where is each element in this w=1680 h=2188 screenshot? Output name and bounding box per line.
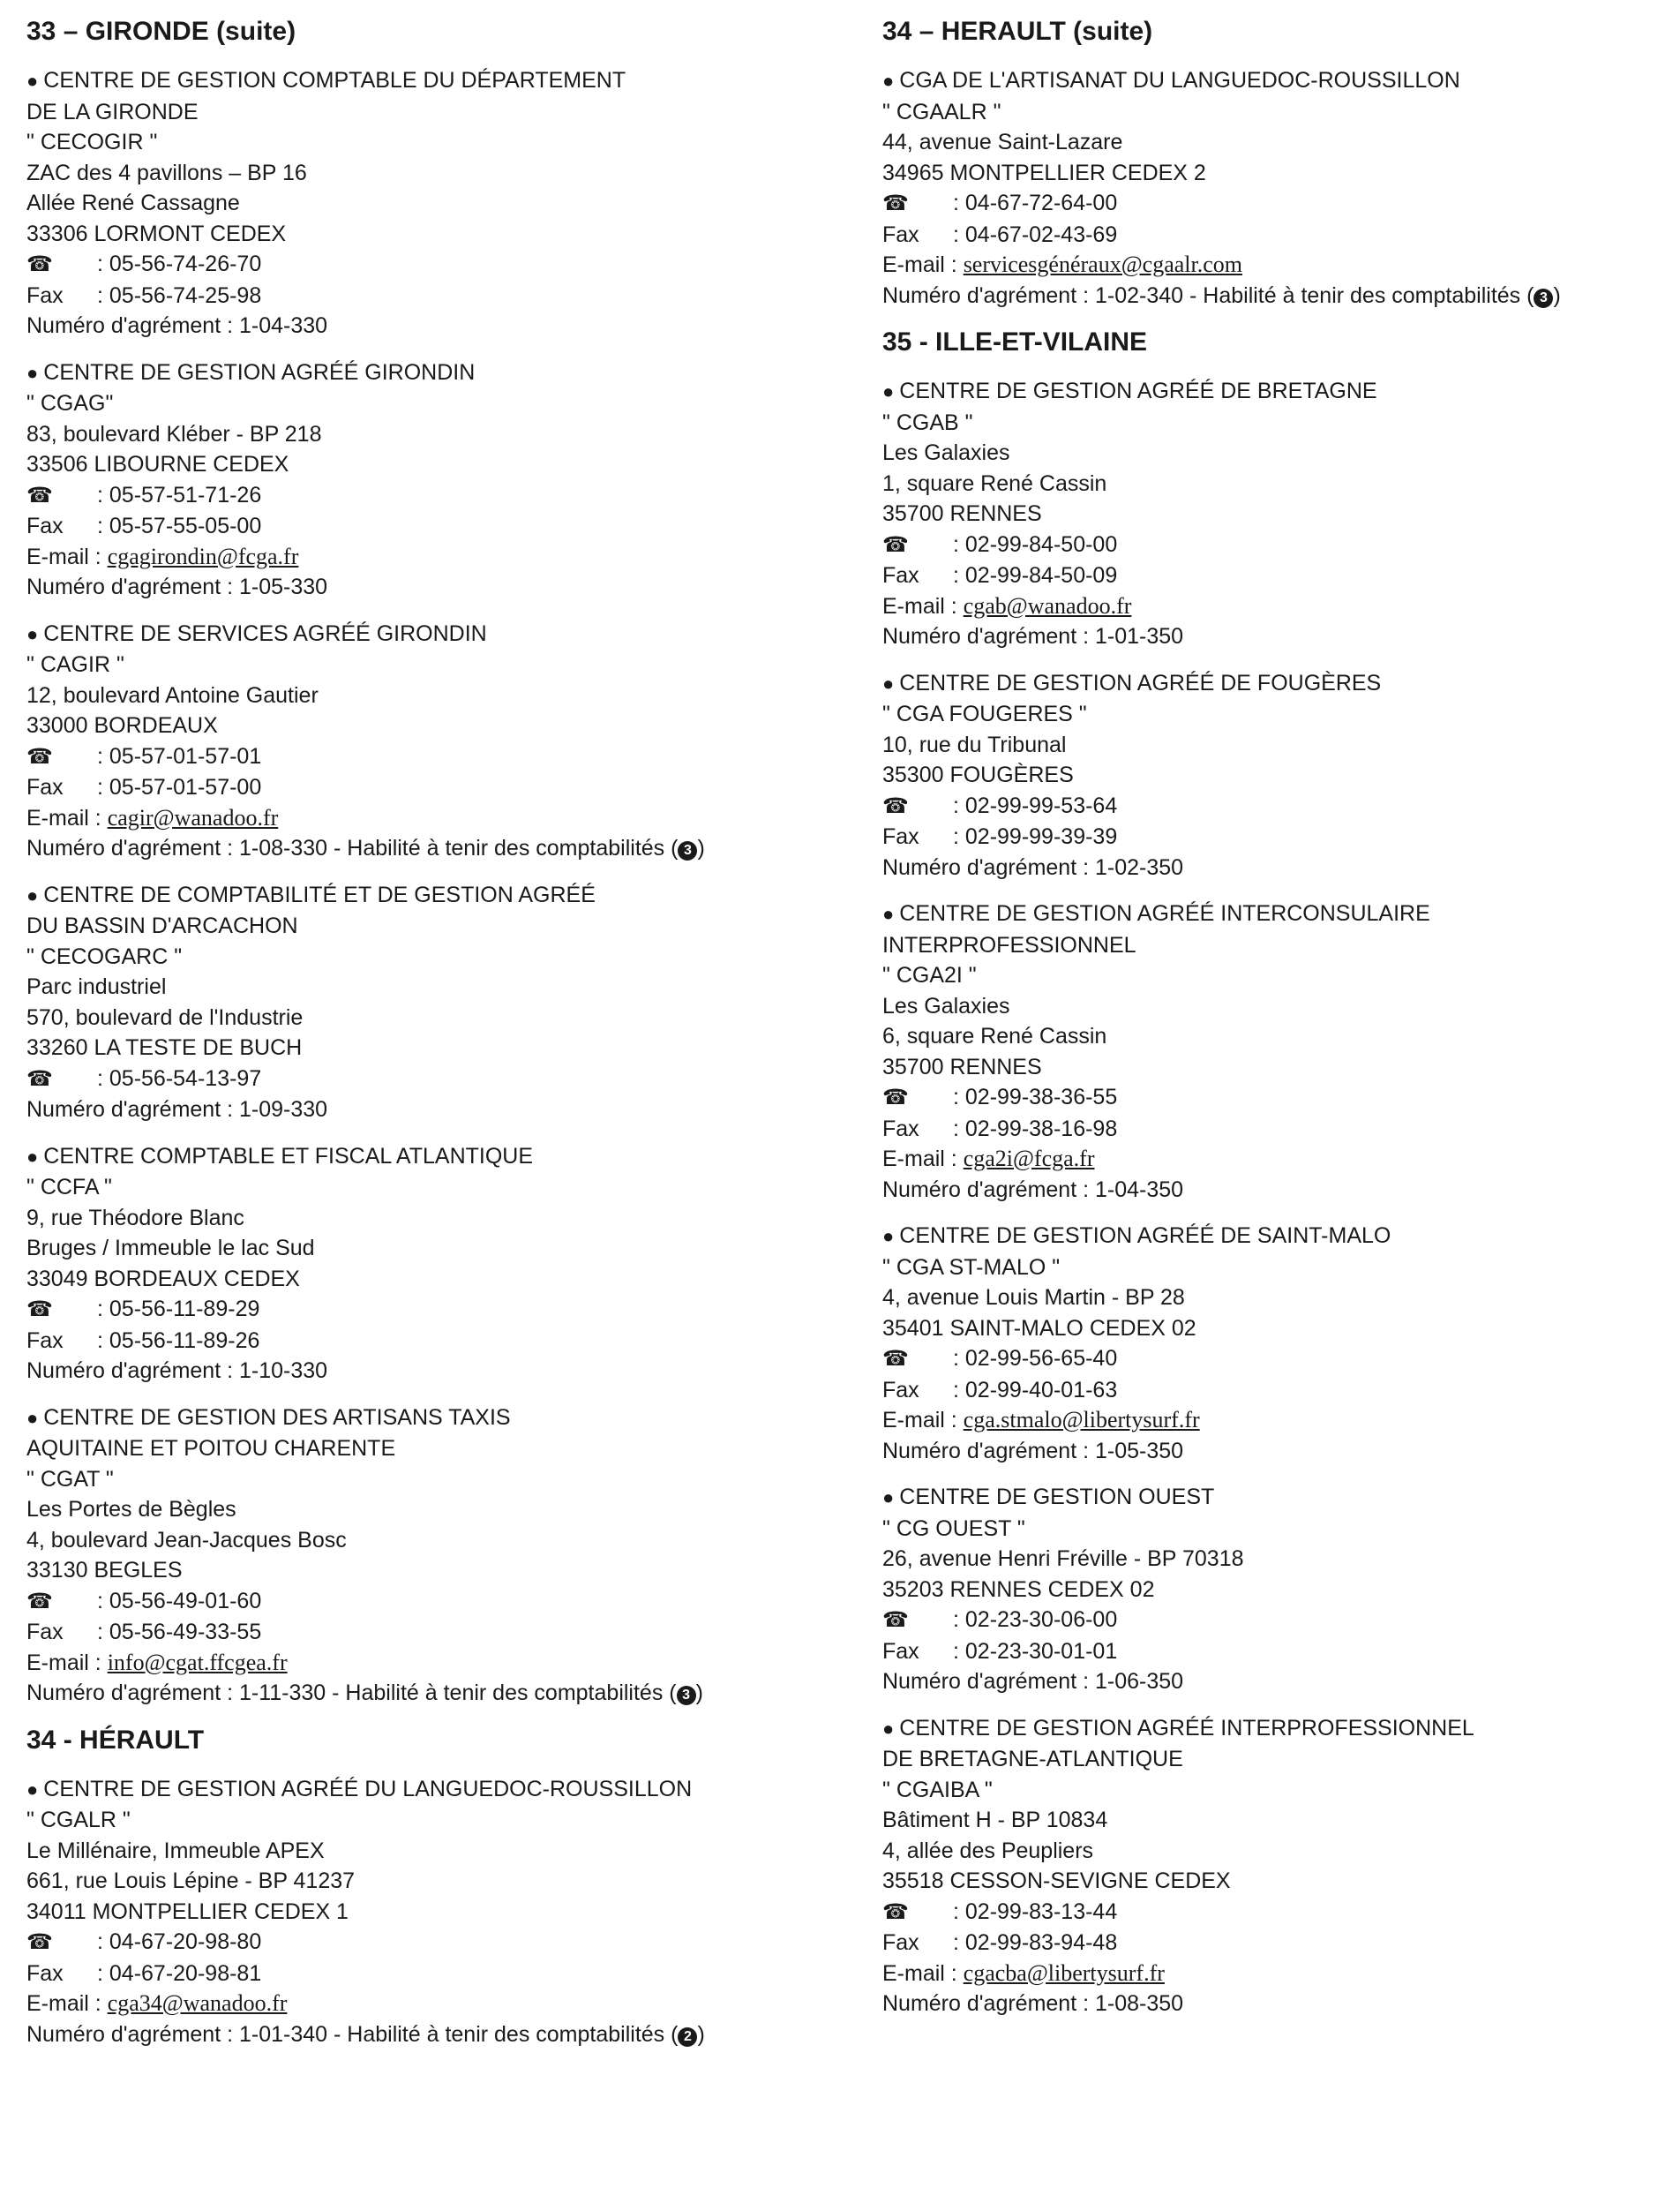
address-line: 33306 LORMONT CEDEX bbox=[26, 221, 287, 246]
email-link[interactable]: cagir@wanadoo.fr bbox=[107, 804, 279, 831]
bullet-icon: ● bbox=[882, 1717, 895, 1740]
phone-line bbox=[26, 1064, 847, 1095]
org-name bbox=[26, 357, 847, 389]
org-name bbox=[26, 97, 847, 128]
right-column bbox=[882, 0, 1676, 2035]
org-name-text: CENTRE DE GESTION DES ARTISANS TAXIS bbox=[43, 1404, 511, 1430]
agrement-text: Numéro d'agrément : 1-05-330 bbox=[26, 575, 328, 599]
org-name-text: CENTRE DE GESTION AGRÉÉ INTERCONSULAIRE bbox=[899, 901, 1430, 926]
email-label: E-mail : bbox=[882, 1147, 957, 1171]
agrement-text: Numéro d'agrément : 1-09-330 bbox=[26, 1097, 328, 1122]
email-line bbox=[26, 1989, 847, 2019]
bullet-icon: ● bbox=[882, 903, 895, 925]
phone-icon: ☎ bbox=[882, 1086, 909, 1109]
org-name-text: CGA DE L'ARTISANAT DU LANGUEDOC-ROUSSILLON bbox=[899, 68, 1460, 93]
bullet-icon: ● bbox=[882, 70, 895, 92]
department-section bbox=[26, 1725, 847, 2050]
fax-line bbox=[882, 1928, 1676, 1959]
address-line: 35300 FOUGÈRES bbox=[882, 763, 1074, 787]
agrement-text: Numéro d'agrément : 1-02-340 - Habilité à tenir des comptabilités ( bbox=[882, 282, 1534, 308]
org-name-text: INTERPROFESSIONNEL bbox=[882, 932, 1136, 958]
org-name bbox=[26, 1774, 847, 1806]
fax-number: : 04-67-02-43-69 bbox=[953, 222, 1118, 247]
email-label: E-mail : bbox=[882, 252, 957, 277]
org-name-text: CENTRE COMPTABLE ET FISCAL ATLANTIQUE bbox=[43, 1143, 534, 1169]
fax-line bbox=[26, 281, 847, 312]
org-acronym: " CGALR " bbox=[26, 1808, 131, 1832]
fax-label: Fax bbox=[882, 222, 919, 247]
section-heading: 33 – GIRONDE (suite) bbox=[26, 17, 296, 46]
directory-entry bbox=[26, 1402, 847, 1709]
agrement-line bbox=[26, 833, 847, 864]
address-line: 35700 RENNES bbox=[882, 501, 1042, 526]
agrement-text: Numéro d'agrément : 1-08-330 - Habilité à tenir des comptabilités ( bbox=[26, 836, 679, 861]
org-acronym: " CAGIR " bbox=[26, 652, 124, 677]
org-name bbox=[882, 376, 1676, 408]
phone-icon: ☎ bbox=[26, 744, 53, 769]
address-line: 12, boulevard Antoine Gautier bbox=[26, 682, 319, 708]
phone-icon: ☎ bbox=[882, 793, 909, 818]
agrement-text: Numéro d'agrément : 1-08-350 bbox=[882, 1991, 1184, 2016]
address-line: 6, square René Cassin bbox=[882, 1024, 1107, 1049]
agrement-line bbox=[26, 1356, 847, 1387]
phone-icon: ☎ bbox=[882, 1347, 909, 1371]
department-section bbox=[26, 16, 847, 1709]
org-acronym: " CG OUEST " bbox=[882, 1515, 1025, 1541]
email-label: E-mail : bbox=[882, 593, 957, 619]
address-line: 4, avenue Louis Martin - BP 28 bbox=[882, 1285, 1185, 1310]
email-link[interactable]: cgab@wanadoo.fr bbox=[963, 592, 1132, 619]
email-line bbox=[26, 803, 847, 834]
org-name-text: CENTRE DE GESTION AGRÉÉ DU LANGUEDOC-ROUSSILLON bbox=[43, 1776, 693, 1801]
address-line: Le Millénaire, Immeuble APEX bbox=[26, 1838, 325, 1863]
org-name-text: CENTRE DE GESTION OUEST bbox=[899, 1485, 1215, 1509]
email-link[interactable]: cgagirondin@fcga.fr bbox=[107, 543, 299, 569]
email-line bbox=[882, 1959, 1676, 1989]
agrement-line bbox=[882, 1436, 1676, 1467]
address-line: 35401 SAINT-MALO CEDEX 02 bbox=[882, 1315, 1196, 1341]
agrement-line bbox=[26, 2019, 847, 2050]
address-line: 26, avenue Henri Fréville - BP 70318 bbox=[882, 1546, 1244, 1571]
org-acronym: " CECOGARC " bbox=[26, 944, 183, 969]
bullet-icon: ● bbox=[882, 380, 895, 402]
address-line: 35518 CESSON-SEVIGNE CEDEX bbox=[882, 1868, 1231, 1893]
number-badge-icon: 3 bbox=[678, 841, 697, 861]
bullet-icon: ● bbox=[26, 883, 39, 906]
address-line: 83, boulevard Kléber - BP 218 bbox=[26, 421, 322, 447]
fax-label: Fax bbox=[26, 1960, 64, 1986]
bullet-icon: ● bbox=[26, 622, 39, 645]
org-acronym: " CGA2I " bbox=[882, 963, 977, 988]
left-column bbox=[26, 0, 847, 2065]
org-acronym: " CECOGIR " bbox=[26, 130, 158, 154]
email-label: E-mail : bbox=[26, 1991, 101, 2016]
fax-line bbox=[882, 1375, 1676, 1406]
address-line: 570, boulevard de l'Industrie bbox=[26, 1004, 304, 1030]
directory-entry bbox=[882, 376, 1676, 652]
agrement-line bbox=[882, 281, 1676, 312]
address-line: Les Galaxies bbox=[882, 993, 1010, 1019]
address-line: Allée René Cassagne bbox=[26, 191, 240, 215]
address-line: 4, allée des Peupliers bbox=[882, 1838, 1094, 1863]
phone-number: : 05-57-01-57-01 bbox=[97, 743, 262, 769]
phone-icon: ☎ bbox=[882, 532, 909, 557]
fax-line bbox=[882, 1636, 1676, 1667]
agrement-line bbox=[882, 1989, 1676, 2019]
email-label: E-mail : bbox=[26, 1650, 101, 1675]
agrement-line bbox=[26, 311, 847, 342]
email-line bbox=[882, 1144, 1676, 1175]
agrement-text: Numéro d'agrément : 1-10-330 bbox=[26, 1358, 328, 1383]
phone-icon: ☎ bbox=[26, 252, 53, 276]
fax-line bbox=[26, 1959, 847, 1989]
phone-number: : 05-56-74-26-70 bbox=[97, 252, 262, 276]
agrement-close: ) bbox=[697, 836, 705, 861]
org-name-text: CENTRE DE GESTION AGRÉÉ DE SAINT-MALO bbox=[899, 1223, 1391, 1248]
phone-number: : 02-99-56-65-40 bbox=[953, 1346, 1118, 1371]
directory-entry bbox=[882, 1713, 1676, 2019]
org-name bbox=[882, 1221, 1676, 1252]
phone-number: : 04-67-72-64-00 bbox=[953, 191, 1118, 215]
address-line: 34965 MONTPELLIER CEDEX 2 bbox=[882, 160, 1206, 185]
fax-label: Fax bbox=[26, 282, 64, 308]
fax-number: : 02-99-83-94-48 bbox=[953, 1930, 1118, 1955]
email-line bbox=[882, 591, 1676, 622]
agrement-text: Numéro d'agrément : 1-04-330 bbox=[26, 313, 328, 338]
email-link[interactable]: cga2i@fcga.fr bbox=[963, 1146, 1095, 1171]
fax-line bbox=[26, 511, 847, 542]
address-line: 33260 LA TESTE DE BUCH bbox=[26, 1035, 303, 1060]
bullet-icon: ● bbox=[882, 1486, 895, 1508]
directory-entry bbox=[26, 1141, 847, 1387]
email-link[interactable]: cga34@wanadoo.fr bbox=[107, 1990, 288, 2016]
email-label: E-mail : bbox=[882, 1408, 957, 1432]
phone-line bbox=[26, 1586, 847, 1618]
fax-label: Fax bbox=[882, 1930, 919, 1955]
fax-label: Fax bbox=[26, 1327, 64, 1353]
agrement-line bbox=[882, 1666, 1676, 1697]
agrement-line bbox=[26, 1678, 847, 1709]
email-line bbox=[882, 250, 1676, 281]
agrement-close: ) bbox=[697, 2021, 705, 2047]
phone-number: : 02-99-99-53-64 bbox=[953, 793, 1118, 818]
directory-entry bbox=[26, 65, 847, 342]
department-section bbox=[882, 16, 1676, 311]
phone-number: : 02-99-38-36-55 bbox=[953, 1085, 1118, 1109]
agrement-text: Numéro d'agrément : 1-05-350 bbox=[882, 1438, 1184, 1463]
email-link[interactable]: cgacba@libertysurf.fr bbox=[963, 1959, 1165, 1986]
fax-number: : 04-67-20-98-81 bbox=[97, 1960, 262, 1986]
org-name-text: CENTRE DE GESTION COMPTABLE DU DÉPARTEMENT bbox=[43, 68, 626, 93]
org-name-text: CENTRE DE GESTION AGRÉÉ DE BRETAGNE bbox=[899, 379, 1377, 403]
org-name bbox=[26, 1402, 847, 1434]
phone-line bbox=[882, 1605, 1676, 1636]
fax-label: Fax bbox=[882, 1377, 919, 1402]
email-label: E-mail : bbox=[26, 544, 101, 569]
phone-line bbox=[882, 530, 1676, 561]
phone-number: : 04-67-20-98-80 bbox=[97, 1929, 262, 1954]
address-line: 33049 BORDEAUX CEDEX bbox=[26, 1266, 300, 1291]
org-name-text: AQUITAINE ET POITOU CHARENTE bbox=[26, 1436, 396, 1461]
fax-number: : 05-57-01-57-00 bbox=[97, 775, 262, 800]
phone-line bbox=[882, 1082, 1676, 1114]
department-section bbox=[882, 327, 1676, 2019]
org-name bbox=[882, 65, 1676, 97]
fax-number: : 02-99-99-39-39 bbox=[953, 824, 1118, 849]
phone-line bbox=[26, 480, 847, 512]
address-line: Bruges / Immeuble le lac Sud bbox=[26, 1236, 315, 1260]
fax-number: : 05-56-49-33-55 bbox=[97, 1620, 262, 1644]
org-name bbox=[882, 1713, 1676, 1745]
fax-label: Fax bbox=[26, 775, 64, 800]
fax-number: : 02-23-30-01-01 bbox=[953, 1638, 1118, 1664]
phone-icon: ☎ bbox=[882, 192, 909, 215]
phone-icon: ☎ bbox=[26, 1930, 53, 1954]
address-line: 34011 MONTPELLIER CEDEX 1 bbox=[26, 1899, 349, 1924]
phone-line bbox=[26, 249, 847, 281]
directory-entry bbox=[26, 357, 847, 603]
address-line: 33000 BORDEAUX bbox=[26, 713, 218, 738]
address-line: Les Galaxies bbox=[882, 440, 1010, 465]
address-line: 4, boulevard Jean-Jacques Bosc bbox=[26, 1527, 347, 1553]
phone-number: : 05-56-11-89-29 bbox=[97, 1297, 260, 1321]
phone-number: : 02-99-84-50-00 bbox=[953, 531, 1118, 557]
phone-number: : 05-56-54-13-97 bbox=[97, 1065, 262, 1091]
phone-icon: ☎ bbox=[882, 1899, 909, 1924]
fax-label: Fax bbox=[26, 514, 64, 538]
section-heading: 34 – HERAULT (suite) bbox=[882, 17, 1153, 46]
fax-line bbox=[882, 1114, 1676, 1145]
email-link[interactable]: servicesgénéraux@cgaalr.com bbox=[963, 252, 1242, 277]
org-name bbox=[26, 911, 847, 942]
org-name bbox=[882, 1482, 1676, 1514]
org-name-text: CENTRE DE COMPTABILITÉ ET DE GESTION AGRÉÉ bbox=[43, 882, 596, 907]
number-badge-icon: 3 bbox=[1534, 289, 1553, 308]
org-acronym: " CGA ST-MALO " bbox=[882, 1254, 1061, 1280]
fax-line bbox=[882, 822, 1676, 853]
bullet-icon: ● bbox=[882, 1225, 895, 1247]
phone-icon: ☎ bbox=[26, 1297, 53, 1321]
fax-number: : 05-56-11-89-26 bbox=[97, 1327, 260, 1353]
phone-line bbox=[882, 1343, 1676, 1375]
agrement-text: Numéro d'agrément : 1-04-350 bbox=[882, 1177, 1184, 1202]
phone-number: : 05-57-51-71-26 bbox=[97, 482, 262, 508]
phone-number: : 02-23-30-06-00 bbox=[953, 1607, 1118, 1632]
email-label: E-mail : bbox=[26, 805, 101, 831]
org-name-text: CENTRE DE GESTION AGRÉÉ GIRONDIN bbox=[43, 359, 476, 385]
agrement-close: ) bbox=[695, 1680, 703, 1705]
agrement-text: Numéro d'agrément : 1-01-350 bbox=[882, 624, 1184, 649]
email-line bbox=[26, 542, 847, 573]
phone-icon: ☎ bbox=[26, 1066, 53, 1091]
agrement-text: Numéro d'agrément : 1-01-340 - Habilité à tenir des comptabilités ( bbox=[26, 2021, 679, 2047]
fax-number: : 02-99-40-01-63 bbox=[953, 1377, 1118, 1402]
fax-line bbox=[26, 772, 847, 803]
phone-line bbox=[882, 188, 1676, 220]
agrement-text: Numéro d'agrément : 1-02-350 bbox=[882, 854, 1184, 880]
org-name bbox=[882, 899, 1676, 930]
fax-number: : 02-99-38-16-98 bbox=[953, 1116, 1118, 1141]
agrement-line bbox=[26, 572, 847, 603]
agrement-line bbox=[882, 621, 1676, 652]
org-acronym: " CGAALR " bbox=[882, 99, 1001, 124]
org-name-text: DE BRETAGNE-ATLANTIQUE bbox=[882, 1747, 1183, 1771]
directory-entry bbox=[882, 668, 1676, 883]
bullet-icon: ● bbox=[882, 672, 895, 695]
org-name bbox=[26, 880, 847, 912]
fax-label: Fax bbox=[26, 1620, 64, 1644]
org-acronym: " CGA FOUGERES " bbox=[882, 702, 1087, 726]
org-name bbox=[882, 930, 1676, 961]
address-line: 9, rue Théodore Blanc bbox=[26, 1205, 244, 1230]
email-label: E-mail : bbox=[882, 1960, 957, 1986]
directory-entry bbox=[882, 899, 1676, 1205]
org-name-text: CENTRE DE GESTION AGRÉÉ DE FOUGÈRES bbox=[899, 670, 1382, 695]
agrement-text: Numéro d'agrément : 1-11-330 - Habilité à tenir des comptabilités ( bbox=[26, 1680, 677, 1705]
address-line: Parc industriel bbox=[26, 974, 167, 999]
bullet-icon: ● bbox=[26, 361, 39, 384]
fax-line bbox=[882, 560, 1676, 591]
fax-label: Fax bbox=[882, 563, 919, 588]
directory-entry bbox=[26, 1774, 847, 2050]
phone-line bbox=[882, 1897, 1676, 1929]
org-name bbox=[26, 1141, 847, 1173]
email-line bbox=[26, 1648, 847, 1679]
org-acronym: " CGAG" bbox=[26, 391, 114, 416]
directory-entry bbox=[882, 1221, 1676, 1466]
agrement-line bbox=[882, 1175, 1676, 1206]
fax-label: Fax bbox=[882, 1116, 919, 1141]
bullet-icon: ● bbox=[26, 1145, 39, 1168]
address-line: Bâtiment H - BP 10834 bbox=[882, 1808, 1108, 1832]
address-line: 33130 BEGLES bbox=[26, 1558, 183, 1583]
org-name bbox=[26, 619, 847, 650]
org-name-text: CENTRE DE SERVICES AGRÉÉ GIRONDIN bbox=[43, 620, 487, 646]
agrement-line bbox=[882, 853, 1676, 883]
address-line: ZAC des 4 pavillons – BP 16 bbox=[26, 160, 307, 185]
section-heading: 35 - ILLE-ET-VILAINE bbox=[882, 327, 1148, 357]
number-badge-icon: 3 bbox=[677, 1686, 696, 1705]
email-line bbox=[882, 1405, 1676, 1436]
bullet-icon: ● bbox=[26, 1406, 39, 1429]
phone-line bbox=[26, 1927, 847, 1959]
org-name-text: CENTRE DE GESTION AGRÉÉ INTERPROFESSIONNEL bbox=[899, 1715, 1474, 1741]
phone-line bbox=[882, 791, 1676, 823]
phone-line bbox=[26, 741, 847, 773]
org-acronym: " CCFA " bbox=[26, 1175, 112, 1199]
directory-entry bbox=[26, 880, 847, 1125]
org-acronym: " CGAT " bbox=[26, 1466, 114, 1492]
fax-line bbox=[882, 220, 1676, 251]
fax-number: : 02-99-84-50-09 bbox=[953, 563, 1118, 588]
org-name bbox=[26, 1433, 847, 1464]
phone-icon: ☎ bbox=[26, 483, 53, 508]
org-acronym: " CGAB " bbox=[882, 410, 973, 435]
directory-entry bbox=[882, 65, 1676, 311]
email-link[interactable]: cga.stmalo@libertysurf.fr bbox=[963, 1407, 1200, 1432]
fax-line bbox=[26, 1617, 847, 1648]
org-acronym: " CGAIBA " bbox=[882, 1777, 993, 1802]
address-line: 661, rue Louis Lépine - BP 41237 bbox=[26, 1868, 356, 1893]
org-name bbox=[26, 65, 847, 97]
agrement-close: ) bbox=[1553, 282, 1561, 308]
address-line: 10, rue du Tribunal bbox=[882, 732, 1067, 757]
agrement-line bbox=[26, 1094, 847, 1125]
phone-number: : 02-99-83-13-44 bbox=[953, 1899, 1118, 1924]
address-line: 1, square René Cassin bbox=[882, 470, 1107, 496]
fax-number: : 05-57-55-05-00 bbox=[97, 514, 262, 538]
email-link[interactable]: info@cgat.ffcgea.fr bbox=[107, 1649, 288, 1675]
directory-entry bbox=[882, 1482, 1676, 1697]
phone-number: : 05-56-49-01-60 bbox=[97, 1588, 262, 1613]
phone-line bbox=[26, 1294, 847, 1326]
directory-entry bbox=[26, 619, 847, 864]
org-name bbox=[882, 1744, 1676, 1775]
address-line: 35700 RENNES bbox=[882, 1054, 1042, 1079]
address-line: 35203 RENNES CEDEX 02 bbox=[882, 1576, 1155, 1602]
fax-label: Fax bbox=[882, 824, 919, 849]
fax-line bbox=[26, 1326, 847, 1357]
phone-icon: ☎ bbox=[26, 1589, 53, 1613]
phone-icon: ☎ bbox=[882, 1608, 909, 1632]
bullet-icon: ● bbox=[26, 70, 39, 92]
org-name-text: DU BASSIN D'ARCACHON bbox=[26, 914, 298, 938]
org-name bbox=[882, 668, 1676, 700]
agrement-text: Numéro d'agrément : 1-06-350 bbox=[882, 1669, 1184, 1694]
fax-label: Fax bbox=[882, 1638, 919, 1664]
bullet-icon: ● bbox=[26, 1778, 39, 1801]
section-heading: 34 - HÉRAULT bbox=[26, 1725, 205, 1755]
fax-number: : 05-56-74-25-98 bbox=[97, 282, 262, 308]
address-line: 33506 LIBOURNE CEDEX bbox=[26, 452, 289, 477]
address-line: 44, avenue Saint-Lazare bbox=[882, 130, 1123, 154]
org-name-text: DE LA GIRONDE bbox=[26, 99, 199, 124]
address-line: Les Portes de Bègles bbox=[26, 1497, 236, 1522]
number-badge-icon: 2 bbox=[678, 2027, 697, 2047]
